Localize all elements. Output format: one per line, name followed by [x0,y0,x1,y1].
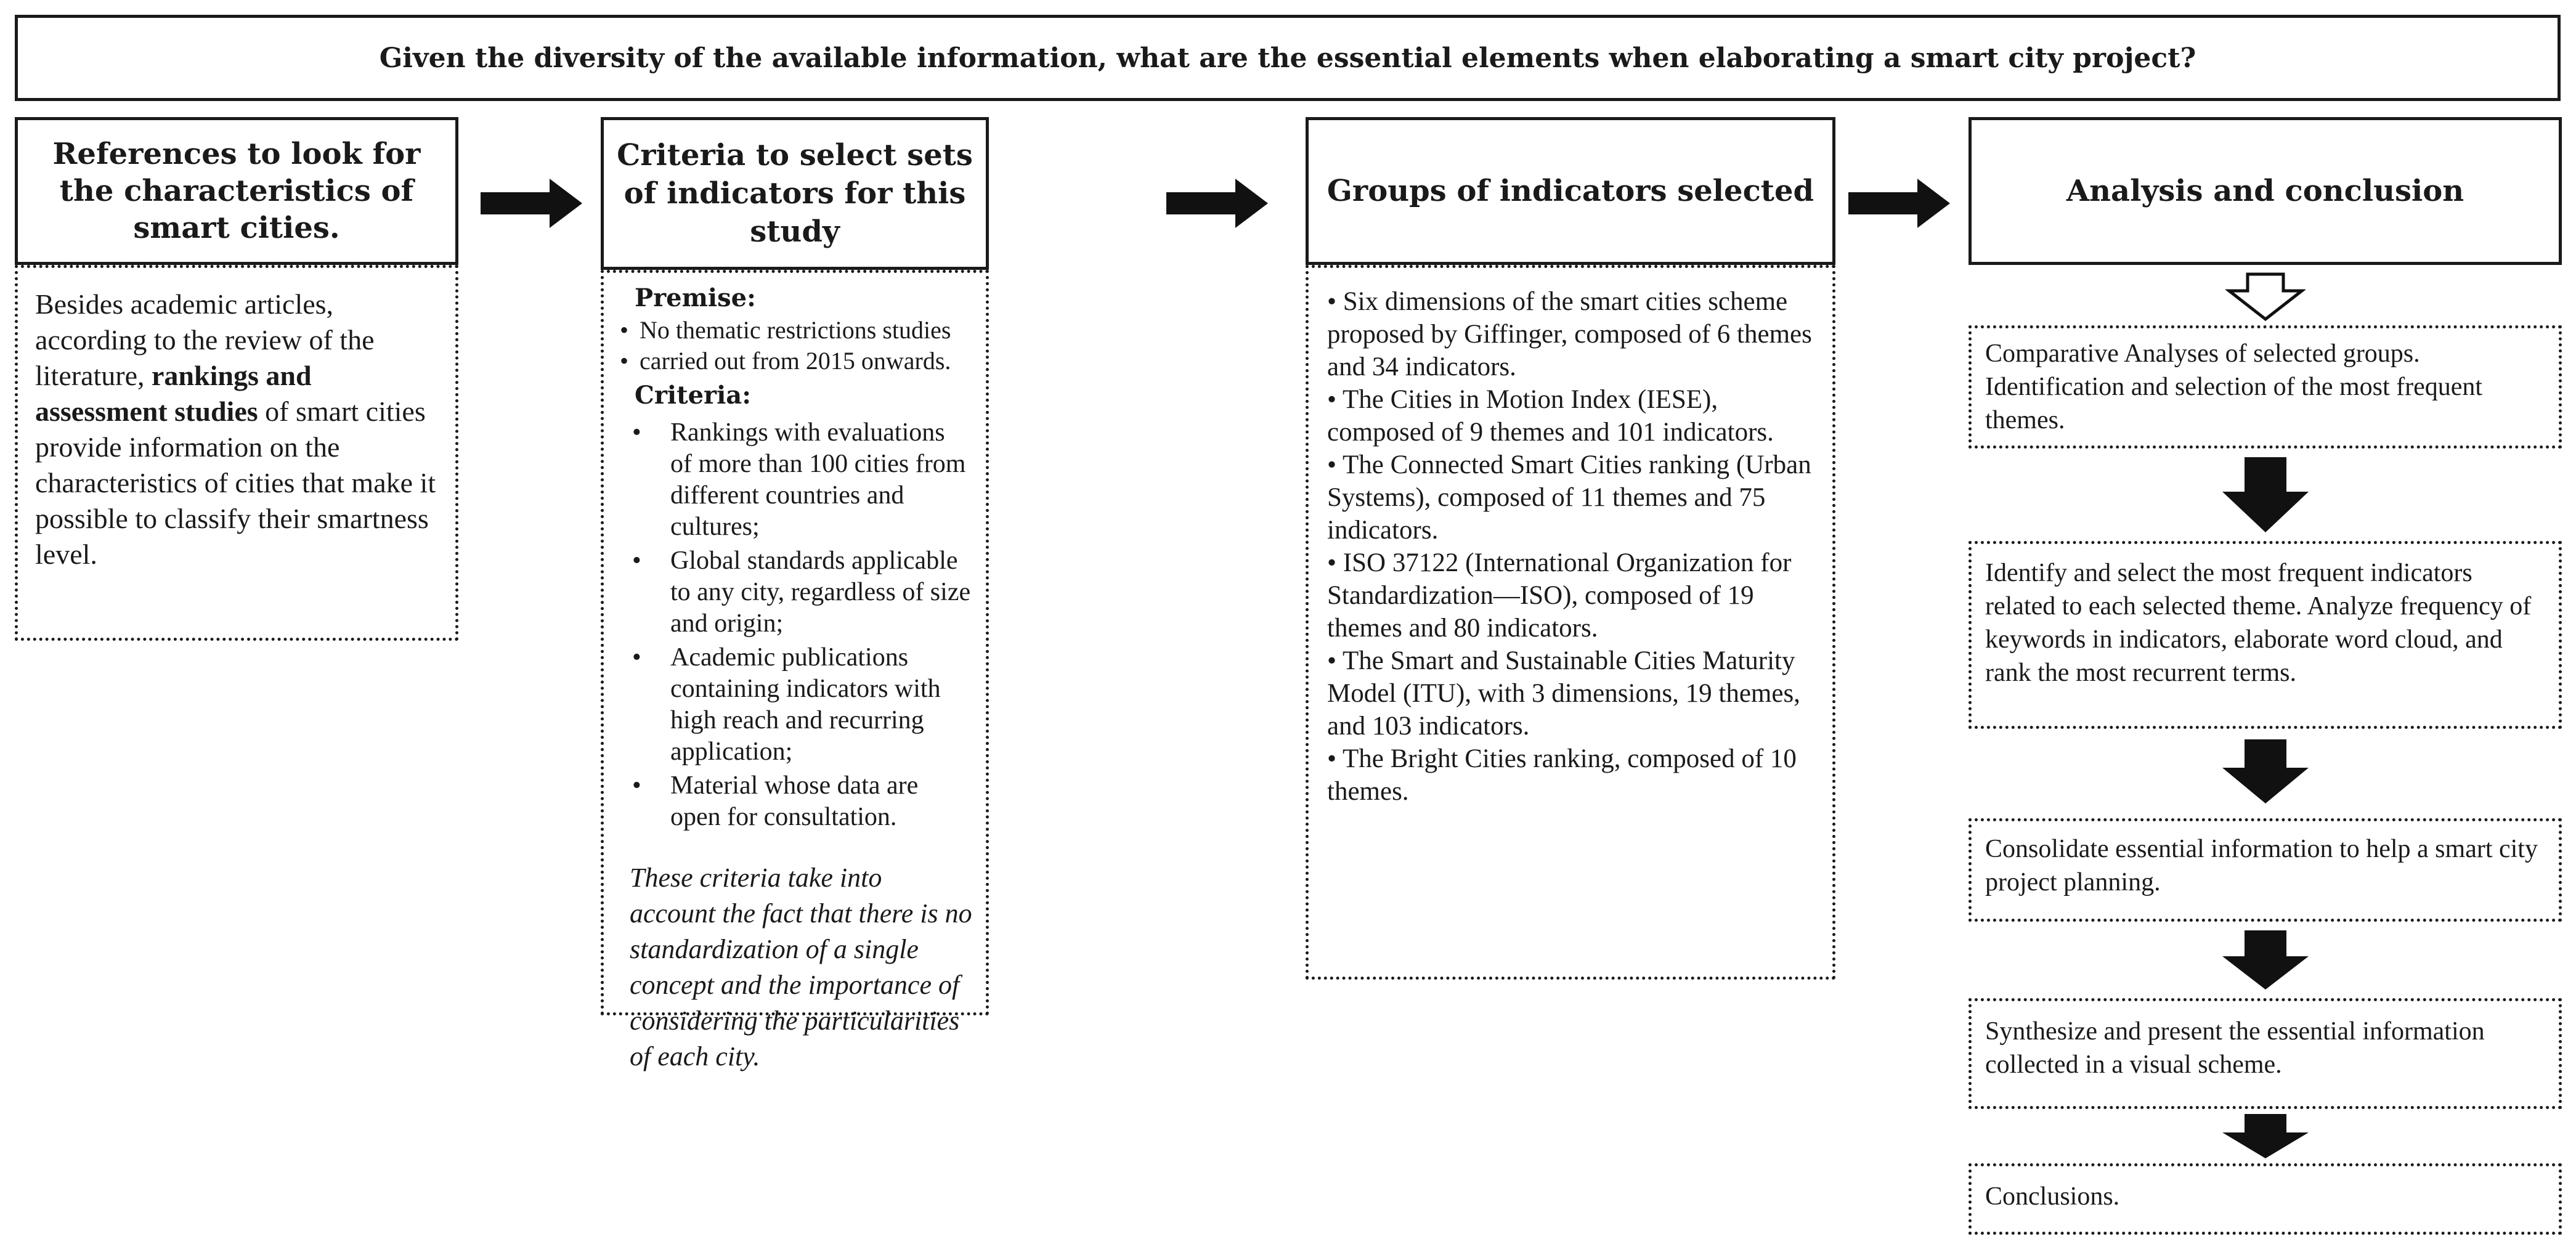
premise-item: • No thematic restrictions studies [619,315,972,346]
right-arrow-icon [481,179,582,228]
analysis-step-3 [1969,818,2562,922]
down-arrow-icon [2222,739,2309,803]
criteria-list [619,417,972,833]
premise-label: Premise: [635,283,756,312]
analysis-title: Analysis and conclusion [2066,174,2464,208]
analysis-step-5 [1969,1163,2562,1235]
groups-title: Groups of indicators selected [1327,174,1814,208]
indicator-group-item: • ISO 37122 (International Organization for Standardization—ISO), composed of 19 themes and 80 indicators. [1327,548,1792,643]
references-text-before: Besides academic articles, according to the review of the literature, [35,288,375,391]
criteria-item: • Rankings with evaluations of more than 100 cities from different countries and cultures; [619,417,972,543]
criteria-title-box [601,117,989,270]
criteria-title: Criteria to select sets of indicators for this study [617,138,973,249]
references-title-box [15,117,458,265]
analysis-step-text: Comparative Analyses of selected groups. Identification and selection of the most frequent themes. [1985,339,2483,434]
right-arrow-icon [1166,179,1268,228]
analysis-step-text: Conclusions. [1985,1182,2120,1211]
down-arrow-icon [2222,457,2309,532]
premise-item: • carried out from 2015 onwards. [619,346,972,376]
criteria-label: Criteria: [635,381,751,410]
analysis-step-text: Consolidate essential information to help a smart city project planning. [1985,835,2538,896]
indicator-group-item: • The Smart and Sustainable Cities Maturity Model (ITU), with 3 dimensions, 19 themes, and 103 indicators. [1327,646,1800,741]
analysis-step-4 [1969,998,2562,1109]
down-arrow-icon [2222,1114,2309,1158]
groups-box [1306,265,1835,980]
references-text-bold: rankings and assessment studies [35,360,312,427]
indicator-group-item: • The Cities in Motion Index (IESE), composed of 9 themes and 101 indicators. [1327,385,1774,447]
analysis-step-2 [1969,541,2562,729]
down-arrow-icon [2222,930,2309,990]
analysis-title-box [1969,117,2562,265]
premise-list [619,315,972,376]
references-text-box [15,265,458,641]
criteria-item: • Material whose data are open for consultation. [619,770,972,833]
references-text-after: of smart cities provide information on the characteristics of cities that make it possible to classify their smartness level. [35,396,436,570]
analysis-step-1 [1969,325,2562,449]
groups-title-box [1306,117,1835,265]
analysis-step-text: Synthesize and present the essential information collected in a visual scheme. [1985,1017,2485,1079]
question-text: Given the diversity of the available information, what are the essential elements when elaborating a smart city project? [379,42,2196,74]
indicator-group-item: • The Connected Smart Cities ranking (Urban Systems), composed of 11 themes and 75 indicators. [1327,450,1811,545]
criteria-note: These criteria take into account the fact that there is no standardization of a single concept and the importance of considering the particularities of each city. [630,863,972,1071]
right-arrow-icon [1848,179,1950,228]
criteria-item: • Global standards applicable to any city, regardless of size and origin; [619,545,972,640]
criteria-item: • Academic publications containing indicators with high reach and recurring application; [619,642,972,768]
hollow-down-arrow-icon [2225,272,2306,322]
references-title: References to look for the characteristics of smart cities. [52,137,421,245]
analysis-step-text: Identify and select the most frequent indicators related to each selected theme. Analyze frequency of keywords in indicators, elaborate word cloud, and rank the most recurrent terms. [1985,559,2532,687]
question-banner [15,15,2561,101]
indicator-group-item: • Six dimensions of the smart cities scheme proposed by Giffinger, composed of 6 themes and 34 indicators. [1327,287,1812,381]
criteria-box [601,270,989,1071]
indicator-group-item: • The Bright Cities ranking, composed of 10 themes. [1327,744,1797,806]
